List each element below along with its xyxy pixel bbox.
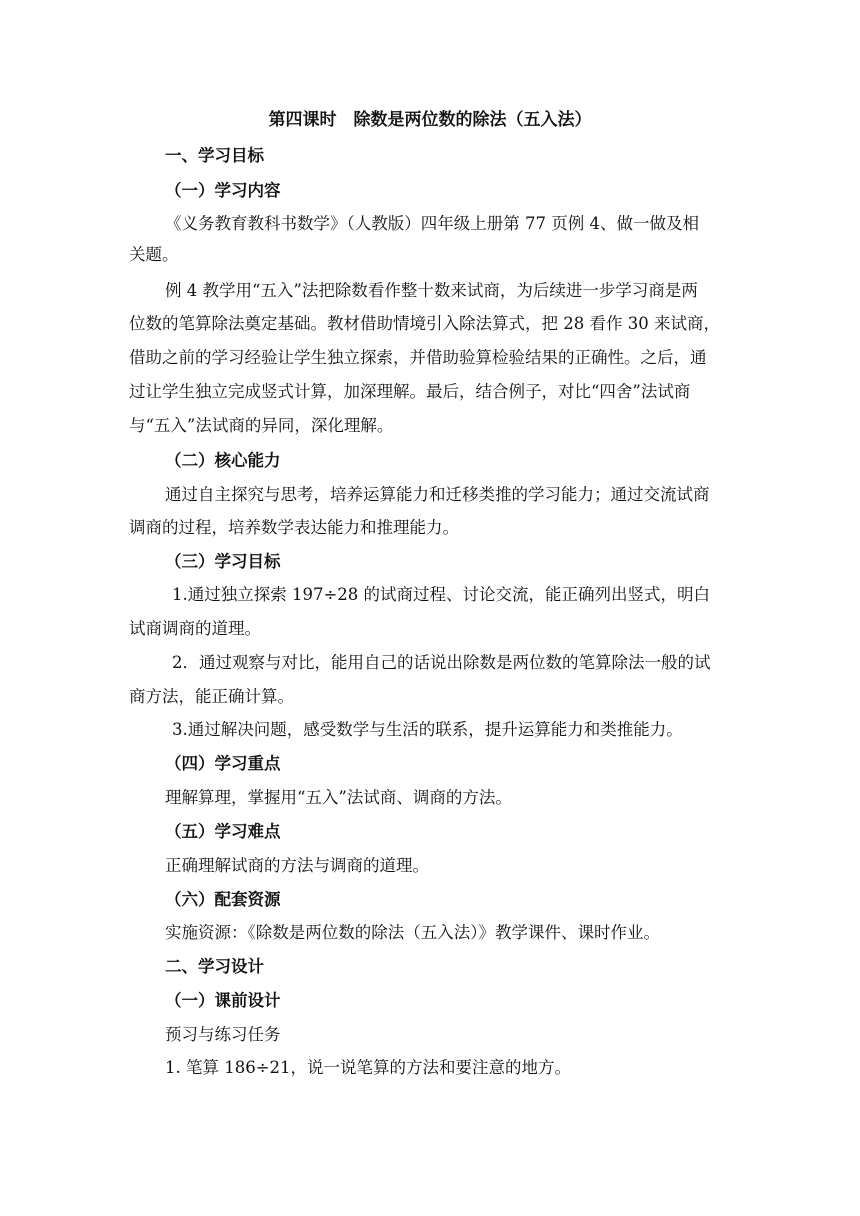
- content-paragraph-2-line-3: 借助之前的学习经验让学生独立探索，并借助验算检验结果的正确性。之后，通: [129, 348, 707, 367]
- content-paragraph-2-line-1: 例 4 教学用“五入”法把除数看作整十数来试商，为后续进一步学习商是两: [165, 281, 698, 300]
- objective-1-line-2: 试商调商的道理。: [129, 619, 261, 638]
- resources-text: 实施资源：《除数是两位数的除法（五入法）》教学课件、课时作业。: [165, 923, 660, 942]
- subheading-learning-content: （一）学习内容: [165, 181, 281, 200]
- subheading-resources: （六）配套资源: [165, 890, 281, 909]
- objective-2-line-1: 2．通过观察与对比，能用自己的话说出除数是两位数的笔算除法一般的试: [172, 653, 711, 672]
- difficulties-text: 正确理解试商的方法与调商的道理。: [165, 856, 429, 875]
- content-paragraph-2-line-4: 过让学生独立完成竖式计算，加深理解。最后，结合例子，对比“四舍”法试商: [129, 382, 691, 401]
- ability-line-1: 通过自主探究与思考，培养运算能力和迁移类推的学习能力；通过交流试商: [165, 485, 710, 504]
- ability-line-2: 调商的过程，培养数学表达能力和推理能力。: [129, 518, 459, 537]
- heading-learning-design: 二、学习设计: [165, 957, 264, 976]
- task-1: 1. 笔算 186÷21，说一说笔算的方法和要注意的地方。: [165, 1058, 572, 1077]
- page-title: 第四课时 除数是两位数的除法（五入法）: [268, 110, 592, 130]
- subheading-difficulties: （五）学习难点: [165, 822, 281, 841]
- objective-1-line-1: 1.通过独立探索 197÷28 的试商过程、讨论交流，能正确列出竖式，明白: [172, 585, 711, 604]
- content-paragraph-1-line-2: 关题。: [129, 245, 179, 264]
- content-paragraph-2-line-2: 位数的笔算除法奠定基础。教材借助情境引入除法算式，把 28 看作 30 来试商，: [129, 314, 720, 333]
- objective-3: 3.通过解决问题，感受数学与生活的联系，提升运算能力和类推能力。: [172, 720, 683, 739]
- content-paragraph-2-line-5: 与“五入”法试商的异同，深化理解。: [129, 416, 394, 435]
- subheading-pre-class-design: （一）课前设计: [165, 991, 281, 1010]
- subheading-core-ability: （二）核心能力: [165, 451, 281, 470]
- subheading-key-points: （四）学习重点: [165, 754, 281, 773]
- content-paragraph-1-line-1: 《义务教育教科书数学》（人教版）四年级上册第 77 页例 4、做一做及相: [165, 214, 699, 233]
- preview-task-label: 预习与练习任务: [165, 1025, 281, 1044]
- objective-2-line-2: 商方法，能正确计算。: [129, 687, 294, 706]
- subheading-learning-objectives: （三）学习目标: [165, 552, 281, 571]
- key-points-text: 理解算理，掌握用“五入”法试商、调商的方法。: [165, 788, 512, 807]
- heading-learning-goals: 一、学习目标: [165, 146, 264, 165]
